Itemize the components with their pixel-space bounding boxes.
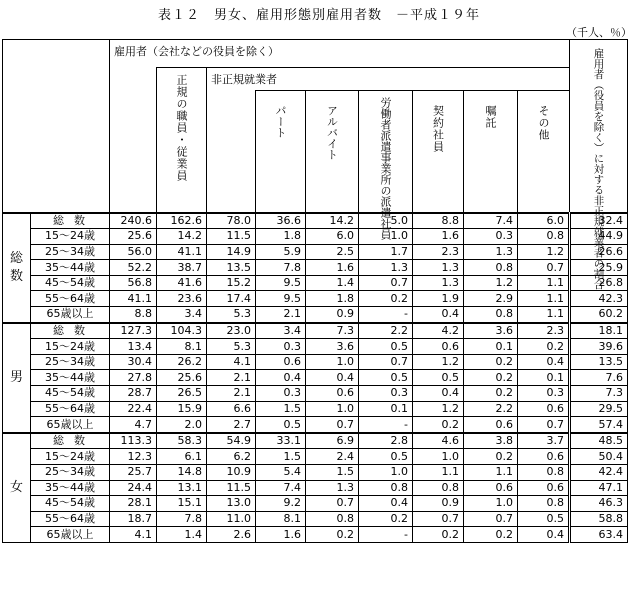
value-cell: 0.2 [413, 527, 464, 543]
value-cell: 4.1 [110, 527, 157, 543]
value-cell: 4.1 [207, 354, 256, 370]
table-row [3, 339, 628, 355]
value-cell: 15.1 [157, 496, 207, 512]
value-cell: 2.2 [464, 401, 518, 417]
value-cell: 0.1 [359, 401, 413, 417]
value-cell: 56.0 [110, 244, 157, 260]
value-cell: 1.6 [413, 229, 464, 245]
value-cell: 25.6 [110, 229, 157, 245]
value-cell: 0.4 [306, 370, 359, 386]
value-cell: 2.3 [518, 323, 570, 339]
value-cell: 26.2 [157, 354, 207, 370]
value-cell: 42.4 [570, 465, 628, 481]
table-row [3, 417, 628, 433]
value-cell: 0.8 [464, 307, 518, 323]
value-cell: 4.6 [413, 433, 464, 449]
value-cell: 24.4 [110, 480, 157, 496]
table-row [3, 401, 628, 417]
table-row [3, 307, 628, 323]
table-row [3, 229, 628, 245]
value-cell: 1.4 [157, 527, 207, 543]
value-cell: 1.8 [306, 291, 359, 307]
value-cell: 26.6 [570, 244, 628, 260]
value-cell: 11.5 [207, 229, 256, 245]
table-row [3, 260, 628, 276]
value-cell: 42.3 [570, 291, 628, 307]
value-cell: 0.2 [413, 417, 464, 433]
value-cell: 2.7 [207, 417, 256, 433]
value-cell: 25.7 [110, 465, 157, 481]
group-label-cell [3, 433, 31, 543]
row-label: 35～44歳 [31, 370, 110, 386]
corner-cell [3, 40, 110, 213]
value-cell: 240.6 [110, 213, 157, 229]
value-cell: 1.1 [413, 465, 464, 481]
value-cell: 0.6 [518, 401, 570, 417]
value-cell: 29.5 [570, 401, 628, 417]
value-cell: 162.6 [157, 213, 207, 229]
value-cell: 0.4 [359, 496, 413, 512]
row-label: 45～54歳 [31, 275, 110, 291]
value-cell: 8.8 [110, 307, 157, 323]
value-cell: 25.9 [570, 260, 628, 276]
value-cell: 0.6 [413, 339, 464, 355]
row-label: 25～34歳 [31, 354, 110, 370]
value-cell: 2.3 [413, 244, 464, 260]
value-cell: 2.1 [207, 370, 256, 386]
table-row [3, 291, 628, 307]
value-cell: 0.4 [518, 354, 570, 370]
row-label: 35～44歳 [31, 480, 110, 496]
value-cell: 2.2 [359, 323, 413, 339]
value-cell: 0.3 [256, 386, 306, 402]
value-cell: 0.6 [306, 386, 359, 402]
regular-header-cell [157, 68, 207, 213]
table-title: 表１２ 男女、雇用形態別雇用者数 －平成１９年 [157, 8, 480, 23]
row-label: 35～44歳 [31, 260, 110, 276]
value-cell: 6.0 [306, 229, 359, 245]
value-cell: 0.2 [359, 291, 413, 307]
value-cell: 1.1 [518, 275, 570, 291]
value-cell: 0.2 [464, 386, 518, 402]
value-cell: 1.3 [464, 244, 518, 260]
value-cell: 50.4 [570, 449, 628, 465]
contract-header: 契約社員 [431, 105, 445, 153]
shokutaku-header: 嘱託 [484, 105, 497, 129]
value-cell: 22.4 [110, 401, 157, 417]
value-cell: 28.7 [110, 386, 157, 402]
value-cell: 33.1 [256, 433, 306, 449]
value-cell: 36.6 [256, 213, 306, 229]
value-cell: 23.0 [207, 323, 256, 339]
group-label: 総 数 [9, 250, 23, 284]
row-label: 45～54歳 [31, 386, 110, 402]
value-cell: 1.7 [359, 244, 413, 260]
value-cell: 9.5 [256, 275, 306, 291]
value-cell: 0.1 [518, 370, 570, 386]
other-header-cell [518, 91, 570, 213]
row-label: 55～64歳 [31, 511, 110, 527]
row-label: 25～34歳 [31, 465, 110, 481]
value-cell: 38.7 [157, 260, 207, 276]
value-cell: 6.2 [207, 449, 256, 465]
value-cell: 5.9 [256, 244, 306, 260]
non-regular-total-header-cell [207, 91, 256, 213]
table-row [3, 323, 628, 339]
value-cell: 7.3 [306, 323, 359, 339]
value-cell: 2.1 [256, 307, 306, 323]
value-cell: 0.6 [518, 449, 570, 465]
value-cell: 0.2 [359, 511, 413, 527]
table-row [3, 370, 628, 386]
row-label: 15～24歳 [31, 449, 110, 465]
value-cell: 25.6 [157, 370, 207, 386]
value-cell: 8.1 [256, 511, 306, 527]
value-cell: 63.4 [570, 527, 628, 543]
value-cell: 3.6 [464, 323, 518, 339]
row-label: 55～64歳 [31, 401, 110, 417]
value-cell: 23.6 [157, 291, 207, 307]
value-cell: 1.4 [306, 275, 359, 291]
table-row [3, 244, 628, 260]
value-cell: 1.6 [306, 260, 359, 276]
value-cell: 0.5 [413, 370, 464, 386]
value-cell: 12.3 [110, 449, 157, 465]
value-cell: 41.1 [157, 244, 207, 260]
value-cell: 0.3 [464, 229, 518, 245]
value-cell: 58.3 [157, 433, 207, 449]
value-cell: 0.2 [518, 339, 570, 355]
value-cell: 0.5 [256, 417, 306, 433]
value-cell: 2.5 [306, 244, 359, 260]
value-cell: 7.6 [570, 370, 628, 386]
value-cell: 8.8 [413, 213, 464, 229]
value-cell: 0.9 [306, 307, 359, 323]
part-header-cell [256, 91, 306, 213]
value-cell: 44.9 [570, 229, 628, 245]
value-cell: 0.4 [413, 386, 464, 402]
value-cell: 9.2 [256, 496, 306, 512]
value-cell: 41.1 [110, 291, 157, 307]
non-regular-header-cell [207, 68, 570, 91]
value-cell: 5.3 [207, 339, 256, 355]
unit-label: （千人、％） [566, 26, 632, 39]
value-cell: 7.3 [570, 386, 628, 402]
value-cell: 15.9 [157, 401, 207, 417]
value-cell: 1.2 [464, 275, 518, 291]
dispatched-header: 労働者派遣事業所の派遣社員 [379, 97, 392, 240]
employees-header-cell [110, 40, 570, 68]
value-cell: 56.8 [110, 275, 157, 291]
value-cell: 0.6 [518, 480, 570, 496]
value-cell: 1.5 [256, 449, 306, 465]
value-cell: 0.6 [464, 480, 518, 496]
value-cell: 1.3 [359, 260, 413, 276]
value-cell: 14.2 [157, 229, 207, 245]
value-cell: 6.6 [207, 401, 256, 417]
value-cell: 1.1 [518, 307, 570, 323]
value-cell: 2.4 [306, 449, 359, 465]
value-cell: 0.8 [413, 480, 464, 496]
value-cell: 0.6 [256, 354, 306, 370]
value-cell: 1.3 [413, 275, 464, 291]
value-cell: 4.2 [413, 323, 464, 339]
value-cell: 13.5 [570, 354, 628, 370]
table-row [3, 527, 628, 543]
value-cell: 2.0 [157, 417, 207, 433]
value-cell: 3.4 [256, 323, 306, 339]
table-row [3, 275, 628, 291]
row-label: 15～24歳 [31, 339, 110, 355]
value-cell: 127.3 [110, 323, 157, 339]
value-cell: 30.4 [110, 354, 157, 370]
table-row [3, 465, 628, 481]
value-cell: - [359, 417, 413, 433]
group-label: 女 [9, 479, 23, 495]
value-cell: 18.1 [570, 323, 628, 339]
value-cell: 1.8 [256, 229, 306, 245]
table-row [3, 213, 628, 229]
table-row [3, 449, 628, 465]
value-cell: 0.7 [306, 496, 359, 512]
value-cell: 11.0 [207, 511, 256, 527]
row-label: 65歳以上 [31, 307, 110, 323]
value-cell: 26.8 [570, 275, 628, 291]
value-cell: 1.9 [413, 291, 464, 307]
value-cell: 104.3 [157, 323, 207, 339]
value-cell: 0.7 [306, 417, 359, 433]
employees-header: 雇用者（会社などの役員を除く） [114, 45, 279, 58]
value-cell: 6.1 [157, 449, 207, 465]
group-label-cell [3, 323, 31, 433]
value-cell: 7.4 [256, 480, 306, 496]
value-cell: 54.9 [207, 433, 256, 449]
value-cell: 14.8 [157, 465, 207, 481]
value-cell: 0.6 [464, 417, 518, 433]
value-cell: 26.5 [157, 386, 207, 402]
arbeit-header: アルバイト [325, 105, 339, 160]
value-cell: 46.3 [570, 496, 628, 512]
value-cell: 1.1 [464, 465, 518, 481]
value-cell: 13.0 [207, 496, 256, 512]
value-cell: 1.0 [359, 229, 413, 245]
value-cell: 0.7 [413, 511, 464, 527]
employment-table [2, 39, 628, 543]
value-cell: 27.8 [110, 370, 157, 386]
value-cell: 0.5 [518, 511, 570, 527]
value-cell: 113.3 [110, 433, 157, 449]
value-cell: 1.5 [256, 401, 306, 417]
value-cell: 1.0 [306, 401, 359, 417]
regular-header: 正規の職員・従業員 [175, 74, 188, 182]
value-cell: 11.5 [207, 480, 256, 496]
value-cell: 0.7 [359, 354, 413, 370]
row-label: 45～54歳 [31, 496, 110, 512]
value-cell: 47.1 [570, 480, 628, 496]
value-cell: 0.7 [359, 275, 413, 291]
value-cell: 9.5 [256, 291, 306, 307]
value-cell: 0.2 [464, 527, 518, 543]
row-label: 総数 [31, 213, 110, 229]
value-cell: 13.1 [157, 480, 207, 496]
value-cell: 0.7 [464, 511, 518, 527]
value-cell: 1.0 [464, 496, 518, 512]
value-cell: 0.8 [464, 260, 518, 276]
value-cell: 7.8 [157, 511, 207, 527]
value-cell: 17.4 [207, 291, 256, 307]
other-header: その他 [537, 105, 550, 141]
group-label: 男 [9, 369, 23, 385]
table-row [3, 354, 628, 370]
value-cell: 2.1 [207, 386, 256, 402]
value-cell: 0.8 [359, 480, 413, 496]
value-cell: 14.9 [207, 244, 256, 260]
ratio-header: 雇用者（役員を除く）に対する非正規就業者の割合 [592, 48, 605, 290]
value-cell: 32.4 [570, 213, 628, 229]
table-row [3, 511, 628, 527]
value-cell: 13.4 [110, 339, 157, 355]
arbeit-header-cell [306, 91, 359, 213]
value-cell: 57.4 [570, 417, 628, 433]
table-row [3, 433, 628, 449]
part-header: パート [274, 105, 287, 138]
value-cell: - [359, 527, 413, 543]
shokutaku-header-cell [464, 91, 518, 213]
value-cell: 3.6 [306, 339, 359, 355]
value-cell: 1.3 [306, 480, 359, 496]
value-cell: 0.2 [464, 449, 518, 465]
value-cell: 15.2 [207, 275, 256, 291]
value-cell: 0.3 [256, 339, 306, 355]
value-cell: 0.8 [518, 496, 570, 512]
value-cell: 0.4 [256, 370, 306, 386]
value-cell: 1.2 [518, 244, 570, 260]
value-cell: 4.7 [110, 417, 157, 433]
table-row [3, 480, 628, 496]
value-cell: 0.8 [518, 465, 570, 481]
value-cell: 0.7 [518, 260, 570, 276]
value-cell: 39.6 [570, 339, 628, 355]
value-cell: 1.2 [413, 401, 464, 417]
value-cell: 0.2 [464, 370, 518, 386]
row-label: 総数 [31, 323, 110, 339]
value-cell: 14.2 [306, 213, 359, 229]
value-cell: 0.3 [359, 386, 413, 402]
value-cell: 0.3 [518, 386, 570, 402]
value-cell: 6.9 [306, 433, 359, 449]
value-cell: 78.0 [207, 213, 256, 229]
employees-total-header-cell [110, 68, 157, 213]
value-cell: 1.0 [306, 354, 359, 370]
value-cell: 5.0 [359, 213, 413, 229]
value-cell: 3.4 [157, 307, 207, 323]
value-cell: 0.4 [518, 527, 570, 543]
value-cell: 28.1 [110, 496, 157, 512]
value-cell: 1.6 [256, 527, 306, 543]
value-cell: 0.5 [359, 370, 413, 386]
value-cell: 7.8 [256, 260, 306, 276]
value-cell: 2.9 [464, 291, 518, 307]
table-row [3, 496, 628, 512]
value-cell: 58.8 [570, 511, 628, 527]
value-cell: 0.8 [518, 229, 570, 245]
table-body [3, 213, 628, 543]
value-cell: 10.9 [207, 465, 256, 481]
row-label: 総数 [31, 433, 110, 449]
value-cell: 3.7 [518, 433, 570, 449]
value-cell: 1.5 [306, 465, 359, 481]
value-cell: 5.3 [207, 307, 256, 323]
value-cell: 1.1 [518, 291, 570, 307]
value-cell: 0.9 [413, 496, 464, 512]
value-cell: 0.8 [306, 511, 359, 527]
table-row [3, 386, 628, 402]
row-label: 65歳以上 [31, 527, 110, 543]
value-cell: 0.5 [359, 449, 413, 465]
value-cell: 0.5 [359, 339, 413, 355]
value-cell: 8.1 [157, 339, 207, 355]
value-cell: - [359, 307, 413, 323]
value-cell: 13.5 [207, 260, 256, 276]
value-cell: 0.4 [413, 307, 464, 323]
value-cell: 7.4 [464, 213, 518, 229]
value-cell: 1.0 [413, 449, 464, 465]
value-cell: 1.0 [359, 465, 413, 481]
row-label: 25～34歳 [31, 244, 110, 260]
value-cell: 6.0 [518, 213, 570, 229]
group-label-cell [3, 213, 31, 323]
non-regular-header: 非正規就業者 [211, 73, 277, 86]
value-cell: 52.2 [110, 260, 157, 276]
contract-header-cell [413, 91, 464, 213]
value-cell: 3.8 [464, 433, 518, 449]
value-cell: 0.2 [306, 527, 359, 543]
value-cell: 2.8 [359, 433, 413, 449]
value-cell: 48.5 [570, 433, 628, 449]
value-cell: 0.7 [518, 417, 570, 433]
value-cell: 41.6 [157, 275, 207, 291]
row-label: 55～64歳 [31, 291, 110, 307]
value-cell: 5.4 [256, 465, 306, 481]
value-cell: 0.1 [464, 339, 518, 355]
value-cell: 1.2 [413, 354, 464, 370]
row-label: 15～24歳 [31, 229, 110, 245]
value-cell: 1.3 [413, 260, 464, 276]
value-cell: 18.7 [110, 511, 157, 527]
row-label: 65歳以上 [31, 417, 110, 433]
value-cell: 2.6 [207, 527, 256, 543]
value-cell: 60.2 [570, 307, 628, 323]
value-cell: 0.2 [464, 354, 518, 370]
